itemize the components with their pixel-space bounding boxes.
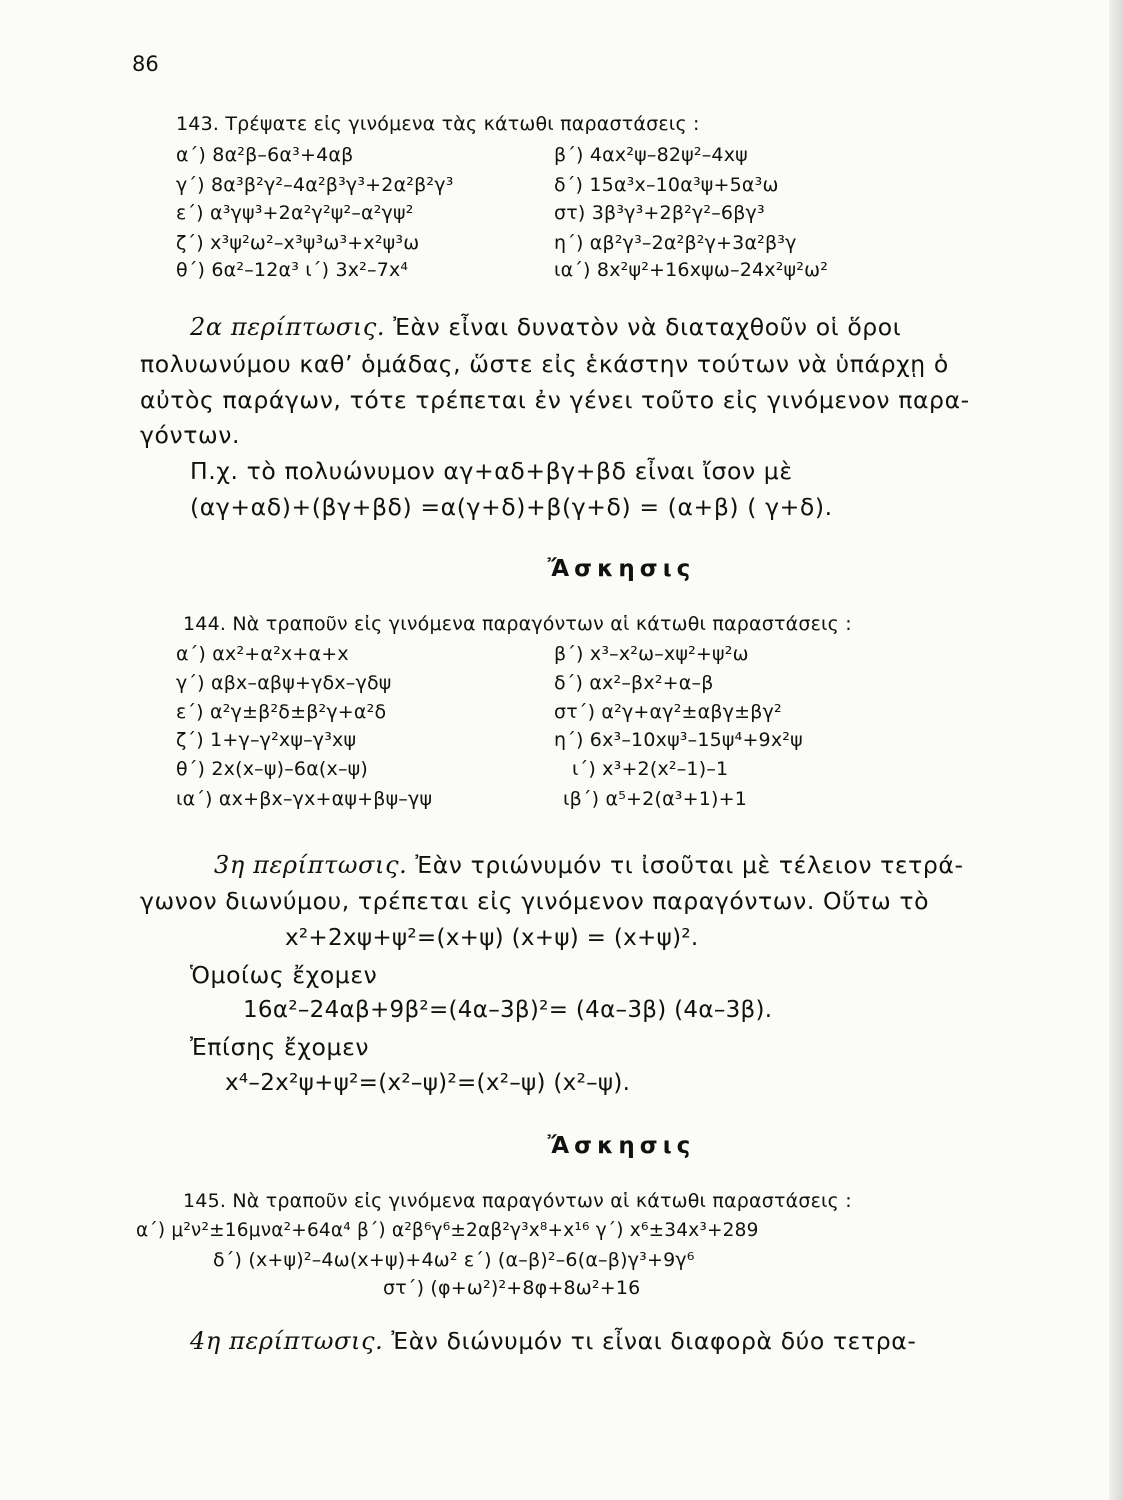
case2-example: Π.χ. τὸ πολυώνυμον αγ+αδ+βγ+βδ εἶναι ἴσον μὲ — [190, 457, 793, 485]
ex144-item: στ΄) α²γ+αγ²±αβγ±βγ² — [554, 701, 782, 723]
section-heading-exercises — [0, 1133, 1123, 1159]
ex143-item: ζ΄) x³ψ²ω²–x³ψ³ω³+x²ψ³ω — [176, 232, 420, 254]
case2-line: αὐτὸς παράγων, τότε τρέπεται ἐν γένει τοῦτο εἰς γινόμενον παρα- — [140, 386, 970, 414]
page-number: 86 — [132, 52, 159, 76]
ex143-item: γ΄) 8α³β²γ²–4α²β³γ³+2α²β²γ³ — [176, 174, 454, 196]
case3-line: γωνον διωνύμου, τρέπεται εἰς γινόμενον παραγόντων. Οὕτω τὸ — [140, 887, 930, 915]
case4-text: Ἐὰν διώνυμόν τι εἶναι διαφορὰ δύο τετρα- — [383, 1327, 917, 1355]
ex144-item: ε΄) α²γ±β²δ±β²γ+α²δ — [176, 701, 387, 723]
case2-first-line — [190, 313, 901, 341]
ex145-row: α΄) μ²ν²±16μνα²+64α⁴ β΄) α²β⁶γ⁶±2αβ²γ³x⁸+x¹⁶ γ΄) x⁶±34x³+289 — [136, 1220, 759, 1241]
ex144-item: γ΄) αβx–αβψ+γδx–γδψ — [176, 672, 392, 694]
ex144-item: β΄) x³–x²ω–xψ²+ψ²ω — [554, 643, 749, 665]
ex143-item: α΄) 8α²β–6α³+4αβ — [176, 144, 354, 166]
formula-quartic-square: x⁴–2x²ψ+ψ²=(x²–ψ)²=(x²–ψ) (x²–ψ). — [225, 1070, 631, 1096]
ex144-item: ια΄) αx+βx–γx+αψ+βψ–γψ — [176, 788, 433, 810]
section-heading-exercises — [0, 556, 1123, 582]
ex143-item: ε΄) α³γψ³+2α²γ²ψ²–α²γψ² — [176, 202, 414, 224]
ex144-item: θ΄) 2x(x–ψ)–6α(x–ψ) — [176, 758, 369, 780]
case2-line: γόντων. — [140, 421, 241, 449]
ex144-item: η΄) 6x³–10xψ³–15ψ⁴+9x²ψ — [554, 729, 803, 751]
ex143-item: ια΄) 8x²ψ²+16xψω–24x²ψ²ω² — [554, 259, 829, 281]
case3-label: 3η περίπτωσις. — [214, 851, 408, 879]
ex144-item: α΄) αx²+α²x+α+x — [176, 643, 349, 665]
case3-text: Ἐὰν τριώνυμόν τι ἰσοῦται μὲ τέλειον τετρά- — [407, 851, 964, 879]
case3-first-line — [214, 851, 964, 879]
ex145-row: δ΄) (x+ψ)²–4ω(x+ψ)+4ω² ε΄) (α–β)²–6(α–β)γ³+9γ⁶ — [213, 1249, 695, 1271]
heading-text: Ἄσκησις — [547, 556, 696, 582]
formula-square-difference: 16α²–24αβ+9β²=(4α–3β)²= (4α–3β) (4α–3β). — [243, 997, 773, 1023]
ex143-item: β΄) 4αx²ψ–82ψ²–4xψ — [554, 144, 748, 166]
ex145-row: στ΄) (φ+ω²)²+8φ+8ω²+16 — [383, 1277, 641, 1299]
ex143-item: θ΄) 6α²–12α³ ι΄) 3x²–7x⁴ — [176, 259, 409, 281]
case2-text: Ἐὰν εἶναι δυνατὸν νὰ διαταχθοῦν οἱ ὅροι — [385, 313, 902, 341]
case4-line — [190, 1327, 916, 1355]
ex144-item: ζ΄) 1+γ–γ²xψ–γ³xψ — [176, 729, 357, 751]
exercise-145-title: 145. Νὰ τραποῦν εἰς γινόμενα παραγόντων αἱ κάτωθι παραστάσεις : — [183, 1190, 852, 1212]
ex143-item: δ΄) 15α³x–10α³ψ+5α³ω — [554, 174, 779, 196]
page-edge-shadow — [1109, 0, 1123, 1500]
also-text: Ἐπίσης ἔχομεν — [190, 1033, 370, 1061]
exercise-144-title: 144. Νὰ τραποῦν εἰς γινόμενα παραγόντων αἱ κάτωθι παραστάσεις : — [183, 613, 852, 635]
heading-text: Ἄσκησις — [547, 1133, 696, 1159]
formula-square-sum: x²+2xψ+ψ²=(x+ψ) (x+ψ) = (x+ψ)². — [285, 925, 699, 951]
case2-line: πολυωνύμου καθ’ ὁμάδας, ὥστε εἰς ἑκάστην τούτων νὰ ὑπάρχῃ ὁ — [140, 350, 949, 378]
case2-example-formula: (αγ+αδ)+(βγ+βδ) =α(γ+δ)+β(γ+δ) = (α+β) ( γ+δ). — [190, 493, 833, 521]
ex144-item: δ΄) αx²–βx²+α–β — [554, 672, 714, 694]
ex144-item: ι΄) x³+2(x²–1)–1 — [572, 758, 729, 780]
ex143-item: στ) 3β³γ³+2β²γ²–6βγ³ — [554, 202, 765, 224]
exercise-143-title: 143. Τρέψατε εἰς γινόμενα τὰς κάτωθι παραστάσεις : — [176, 113, 700, 135]
case2-label: 2α περίπτωσις. — [190, 313, 386, 341]
ex144-item: ιβ΄) α⁵+2(α³+1)+1 — [563, 788, 748, 810]
case4-label: 4η περίπτωσις. — [190, 1327, 384, 1355]
ex143-item: η΄) αβ²γ³–2α²β²γ+3α²β³γ — [554, 232, 797, 254]
similarly-text: Ὁμοίως ἔχομεν — [190, 961, 378, 989]
